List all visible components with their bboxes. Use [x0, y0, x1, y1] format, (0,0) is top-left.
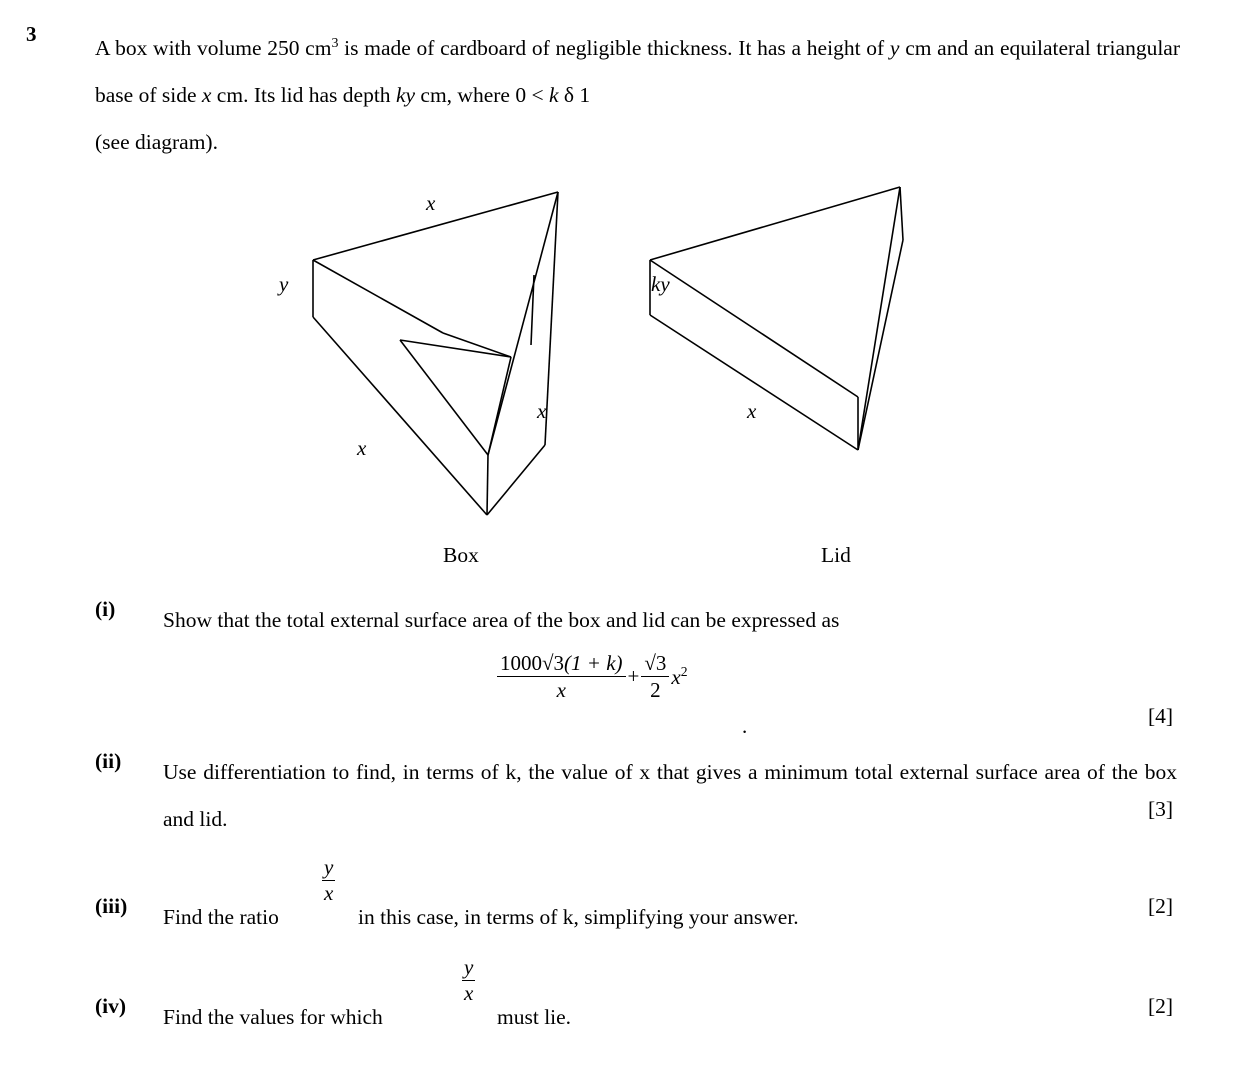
formula-fraction-1-numerator: 1000√3(1 + k) — [497, 650, 626, 677]
ratio-numerator-iv — [462, 955, 475, 981]
marks-ii: [3] — [1148, 797, 1174, 821]
part-text-iv-before: Find the values for which — [163, 1005, 383, 1029]
stem-text-4: cm. Its lid has depth — [211, 83, 396, 108]
formula-tail-exponent: 2 — [680, 663, 688, 679]
ratio-numerator-iii — [322, 855, 335, 881]
ratio-fraction-iii — [322, 855, 335, 906]
stem-text-2: is made of cardboard of negligible thickness. It has a height of — [338, 36, 890, 61]
part-iv-ratio-fraction — [462, 955, 475, 1006]
lid-top-edge-1 — [650, 187, 900, 260]
stem-var-ky: ky — [395, 83, 416, 108]
formula-root2-arg: 3 — [655, 651, 667, 675]
stem-text-1: A box with volume 250 cm — [95, 36, 332, 61]
formula-tail — [671, 664, 687, 690]
box-top-edge-2 — [488, 192, 558, 455]
formula-plus: + — [627, 664, 640, 689]
box-right-lower-edge — [487, 445, 545, 515]
box-top-edge-1 — [313, 192, 558, 260]
ratio-denominator-iii — [322, 881, 335, 906]
box-inner-edge-b — [443, 333, 511, 357]
stem-text-6: δ 1 — [558, 83, 591, 108]
ratio-den-text-iii: x — [324, 881, 334, 906]
figure-caption-box: Box — [443, 543, 479, 567]
stem-text-7: (see diagram). — [95, 130, 218, 155]
ratio-num-text-iii: y — [324, 855, 334, 879]
part-label-ii: (ii) — [95, 749, 122, 773]
formula-den-x: x — [556, 678, 566, 703]
formula-fraction-1 — [497, 650, 626, 704]
part-iii-ratio-fraction — [322, 855, 335, 906]
lid-far-lower-edge — [858, 240, 903, 450]
stem-var-y: y — [889, 36, 900, 61]
part-i-formula — [495, 650, 688, 704]
lid-top-edge-2 — [858, 187, 900, 450]
marks-iv: [2] — [1148, 994, 1174, 1018]
stem-text-3: cm and an equilateral triangular base of side — [95, 36, 1180, 108]
ratio-num-text-iv: y — [464, 955, 474, 979]
ratio-denominator-iv — [462, 981, 475, 1006]
label-box-top-x: x — [426, 191, 436, 215]
formula-fraction-2 — [641, 650, 669, 704]
formula-coefficient: 1000 — [500, 651, 542, 675]
box-right-long-edge — [545, 192, 558, 445]
label-lid-x: x — [747, 399, 757, 423]
label-lid-ky: ky — [651, 272, 670, 296]
box-inner-edge-c — [400, 340, 511, 357]
formula-bracket: (1 + k) — [564, 651, 623, 675]
part-label-i: (i) — [95, 597, 116, 621]
lid-far-vertical — [900, 187, 903, 240]
stem-text-5: cm, where 0 < — [415, 83, 549, 108]
figure-caption-lid: Lid — [821, 543, 851, 567]
part-text-iv-after: must lie. — [497, 1005, 572, 1029]
box-lower-left-edge — [313, 317, 487, 515]
formula-period: . — [742, 714, 748, 738]
formula-fraction-2-denominator: 2 — [650, 678, 661, 703]
part-text-iii-before: Find the ratio — [163, 905, 279, 929]
diagram-svg — [250, 165, 990, 575]
formula-fraction-1-denominator — [497, 677, 626, 703]
stem-var-x: x — [201, 83, 212, 108]
marks-i: [4] — [1148, 704, 1174, 728]
stem-superscript: 3 — [331, 36, 339, 51]
formula-fraction-2-numerator: √3 — [641, 650, 669, 677]
box-and-lid-diagram — [250, 165, 990, 575]
label-box-right-x: x — [537, 399, 547, 423]
question-number: 3 — [26, 22, 37, 46]
part-label-iii: (iii) — [95, 894, 128, 918]
label-box-lower-x: x — [357, 436, 367, 460]
box-inner-edge-a — [313, 260, 443, 333]
stem-var-k: k — [548, 83, 559, 108]
ratio-fraction-iv — [462, 955, 475, 1006]
part-text-iii-after: in this case, in terms of k, simplifying your answer. — [358, 905, 799, 929]
lid-lower-edge — [650, 315, 858, 450]
lid-inner-edge-a — [650, 260, 858, 397]
marks-iii: [2] — [1148, 894, 1174, 918]
box-inner-edge-e — [488, 357, 511, 455]
part-text-ii: Use differentiation to find, in terms of k, the value of x that gives a minimum total external surface area of the box and lid. — [163, 760, 1177, 831]
part-text-i: Show that the total external surface area of the box and lid can be expressed as — [163, 608, 840, 632]
label-box-left-y: y — [279, 272, 289, 296]
box-inner-edge-d — [400, 340, 488, 455]
ratio-den-text-iv: x — [464, 981, 474, 1006]
part-label-iv: (iv) — [95, 994, 127, 1018]
question-stem — [95, 20, 1180, 166]
formula-tail-x: x — [671, 664, 681, 689]
formula-root-arg: 3 — [553, 651, 565, 675]
box-bottom-vertical — [487, 455, 488, 515]
